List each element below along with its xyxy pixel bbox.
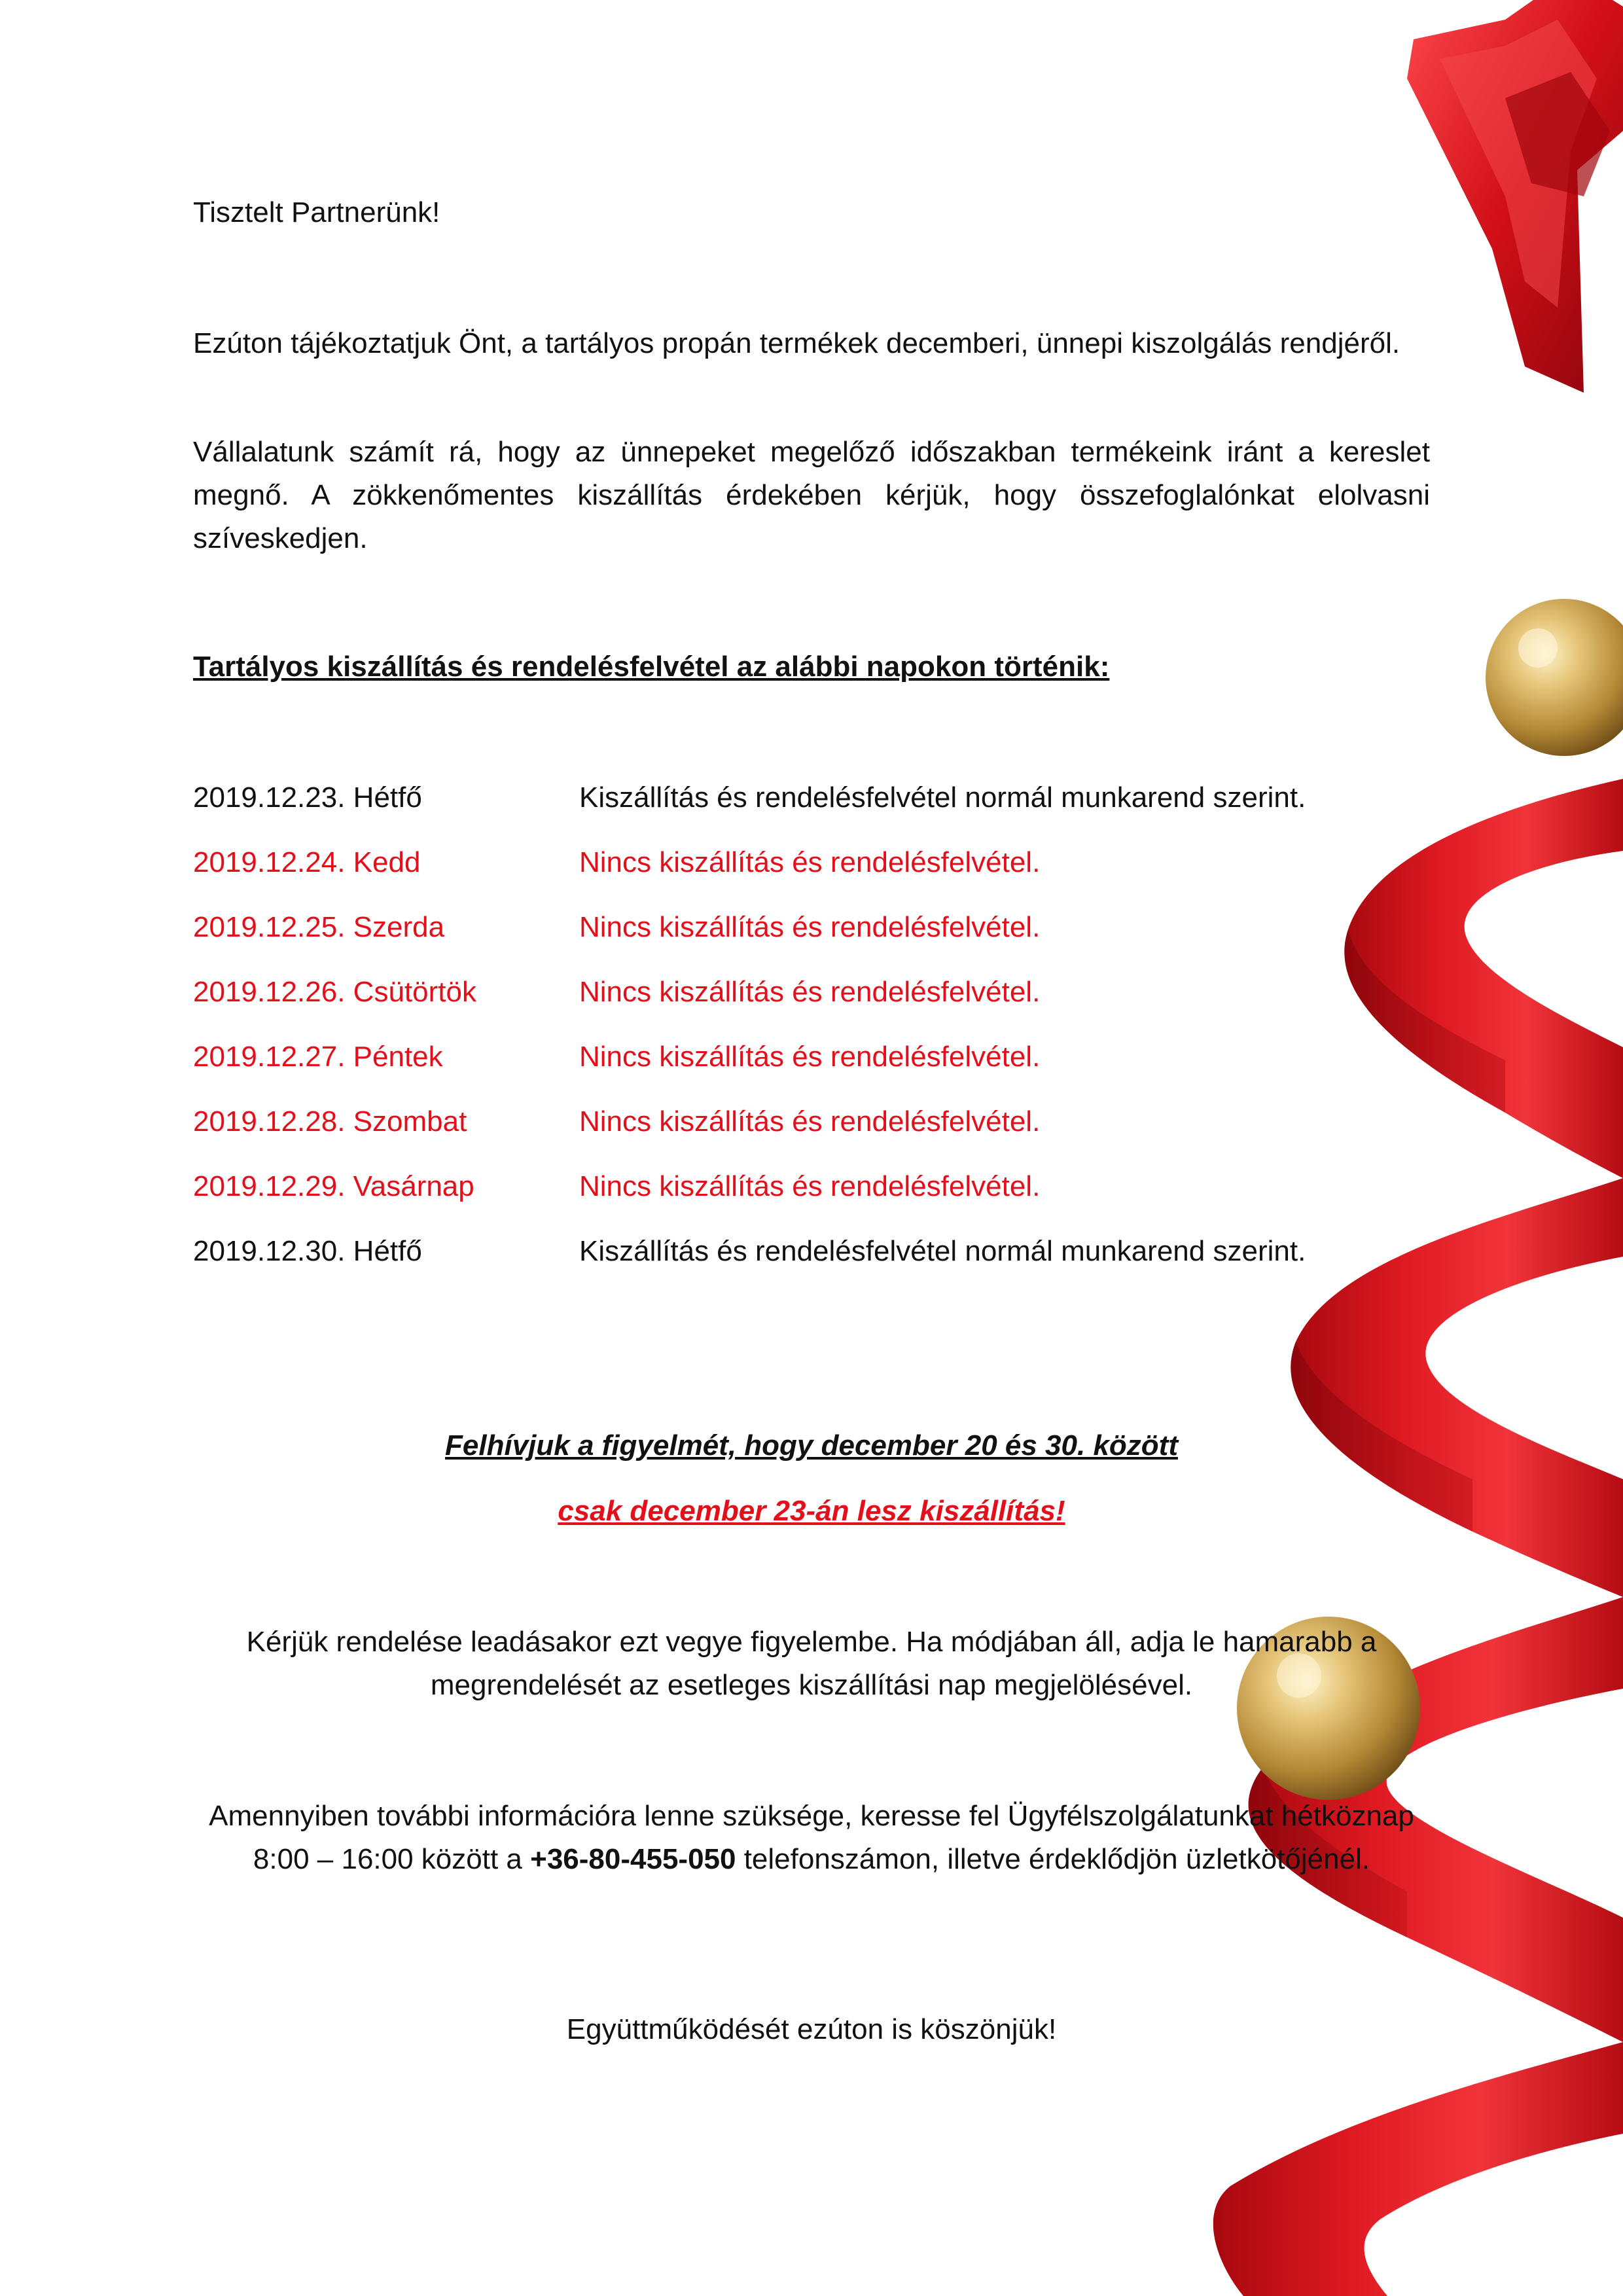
schedule-row [193,971,1430,1035]
schedule-row [193,1100,1430,1165]
schedule-row [193,776,1430,841]
schedule-date: 2019.12.26. Csütörtök [193,976,476,1008]
schedule-date: 2019.12.30. Hétfő [193,1235,422,1267]
contact-paragraph [193,1795,1430,1881]
schedule-row [193,1165,1430,1230]
schedule-status: Nincs kiszállítás és rendelésfelvétel. [579,846,1041,878]
schedule-row [193,906,1430,971]
schedule-status: Nincs kiszállítás és rendelésfelvétel. [579,1041,1041,1073]
schedule-heading: Tartályos kiszállítás és rendelésfelvétel az alábbi napokon történik: [193,651,1110,683]
contact-text-before: Amennyiben további információra lenne szüksége, keresse fel Ügyfélszolgálatunkat hétköznap 8:00 – 16:00 között a [209,1800,1414,1875]
schedule-status: Kiszállítás és rendelésfelvétel normál munkarend szerint. [579,781,1306,814]
schedule-status: Nincs kiszállítás és rendelésfelvétel. [579,976,1041,1008]
schedule-status: Nincs kiszállítás és rendelésfelvétel. [579,1170,1041,1202]
closing-line: Együttműködését ezúton is köszönjük! [566,2013,1057,2045]
schedule-date: 2019.12.27. Péntek [193,1041,443,1073]
schedule-status: Nincs kiszállítás és rendelésfelvétel. [579,911,1041,943]
intro-paragraph-2: Vállalatunk számít rá, hogy az ünnepeket megelőző időszakban termékeink iránt a kereslet megnő. A zökkenőmentes kiszállítás érdekében kérjük, hogy összefoglalónkat elolvasni szíveskedjen. [193,436,1430,554]
schedule-date: 2019.12.23. Hétfő [193,781,422,814]
schedule-date: 2019.12.28. Szombat [193,1105,467,1138]
schedule-row [193,1035,1430,1100]
schedule-date: 2019.12.29. Vasárnap [193,1170,474,1202]
schedule-row [193,1230,1430,1295]
schedule-status: Nincs kiszállítás és rendelésfelvétel. [579,1105,1041,1138]
gold-bauble-icon [1486,599,1623,756]
schedule-date: 2019.12.25. Szerda [193,911,445,943]
schedule-date: 2019.12.24. Kedd [193,846,421,878]
red-star-ornament-icon [1407,0,1623,393]
delivery-schedule [193,776,1430,1295]
phone-number: +36-80-455-050 [530,1843,736,1875]
salutation: Tisztelt Partnerünk! [193,196,440,228]
contact-text-after: telefonszámon, illetve érdeklődjön üzletkötőjénél. [736,1843,1370,1875]
schedule-status: Kiszállítás és rendelésfelvétel normál munkarend szerint. [579,1235,1306,1267]
schedule-row [193,841,1430,906]
request-paragraph: Kérjük rendelése leadásakor ezt vegye figyelembe. Ha módjában áll, adja le hamarabb a megrendelését az esetleges kiszállítási nap megjelölésével. [246,1626,1377,1701]
intro-paragraph-1: Ezúton tájékoztatjuk Önt, a tartályos propán termékek decemberi, ünnepi kiszolgálás rendjéről. [193,327,1400,359]
notice-line-1: Felhívjuk a figyelmét, hogy december 20 és 30. között [445,1429,1178,1462]
notice-line-2: csak december 23-án lesz kiszállítás! [558,1495,1065,1527]
